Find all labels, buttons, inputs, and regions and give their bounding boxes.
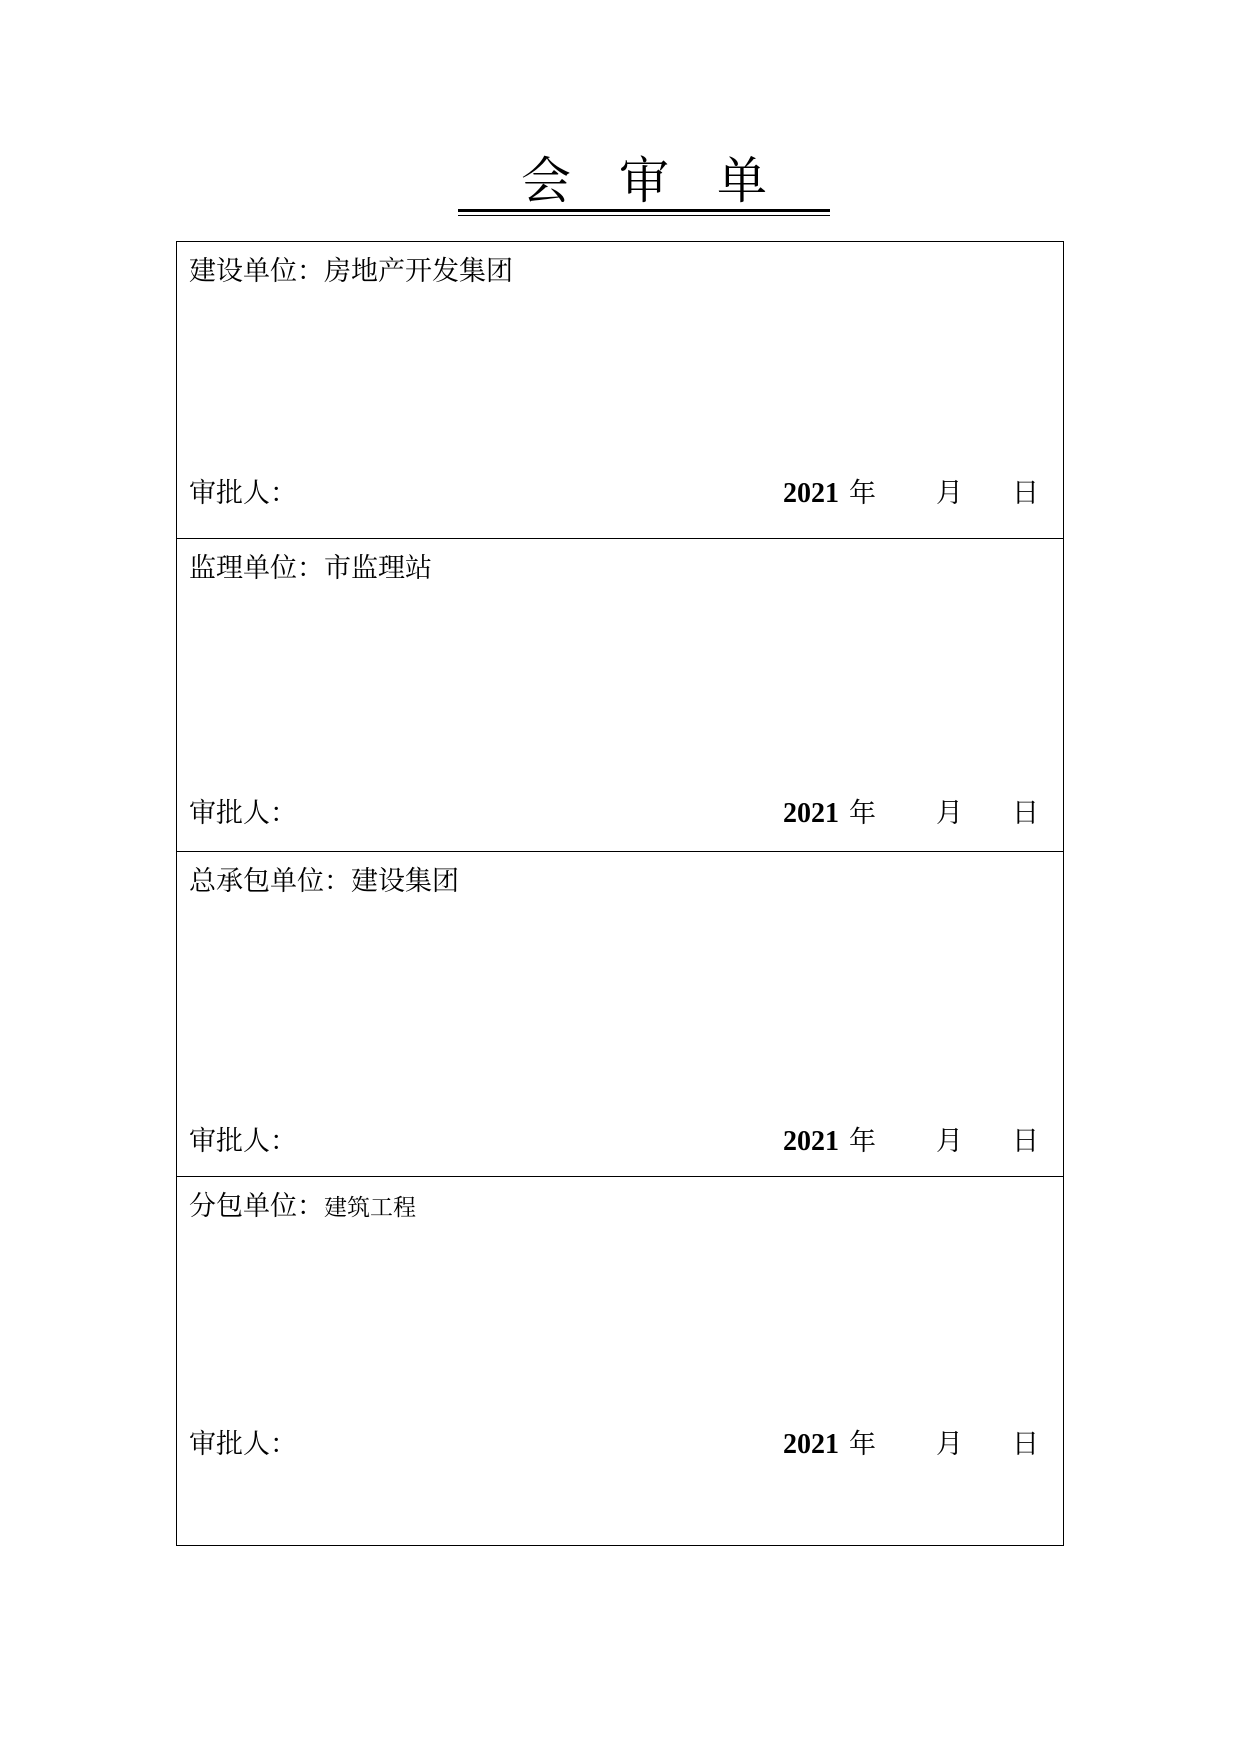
section-supervision-unit (177, 538, 1063, 851)
year-label: 年 (849, 1126, 876, 1157)
approval-line (189, 1427, 1051, 1463)
year-value: 2021 (783, 798, 839, 829)
approver-label: 审批人： (189, 478, 297, 509)
year-value: 2021 (783, 478, 839, 509)
day-label: 日 (1012, 1429, 1039, 1460)
unit-value: 房地产开发集团 (324, 256, 513, 287)
unit-label: 建设单位： (189, 256, 324, 287)
unit-value: 市监理站 (324, 553, 432, 584)
year-label: 年 (849, 1429, 876, 1460)
day-label: 日 (1012, 1126, 1039, 1157)
unit-label: 总承包单位： (189, 866, 351, 897)
date-block (783, 1427, 1045, 1463)
approver-label: 审批人： (189, 1126, 297, 1157)
month-label: 月 (936, 1429, 963, 1460)
approver-label: 审批人： (189, 798, 297, 829)
month-label: 月 (936, 1126, 963, 1157)
year-value: 2021 (783, 1429, 839, 1460)
year-value: 2021 (783, 1126, 839, 1157)
date-block (783, 1124, 1045, 1160)
month-label: 月 (936, 798, 963, 829)
day-label: 日 (1012, 798, 1039, 829)
approval-line (189, 476, 1051, 512)
year-label: 年 (849, 798, 876, 829)
section-construction-unit (177, 242, 1063, 538)
approval-line (189, 796, 1051, 832)
unit-value: 建设集团 (351, 866, 459, 897)
date-block (783, 476, 1045, 512)
section-subcontractor (177, 1176, 1063, 1544)
month-label: 月 (936, 478, 963, 509)
approval-line (189, 1124, 1051, 1160)
unit-value: 建筑工程 (324, 1195, 416, 1221)
document-title: 会审单 (458, 150, 830, 212)
unit-line (189, 551, 432, 587)
approver-label: 审批人： (189, 1429, 297, 1460)
unit-label: 分包单位： (189, 1191, 324, 1222)
unit-line (189, 1189, 416, 1226)
unit-line (189, 254, 513, 290)
unit-line (189, 864, 459, 900)
review-form-table (176, 241, 1064, 1546)
section-general-contractor (177, 851, 1063, 1176)
year-label: 年 (849, 478, 876, 509)
unit-label: 监理单位： (189, 553, 324, 584)
day-label: 日 (1012, 478, 1039, 509)
date-block (783, 796, 1045, 832)
